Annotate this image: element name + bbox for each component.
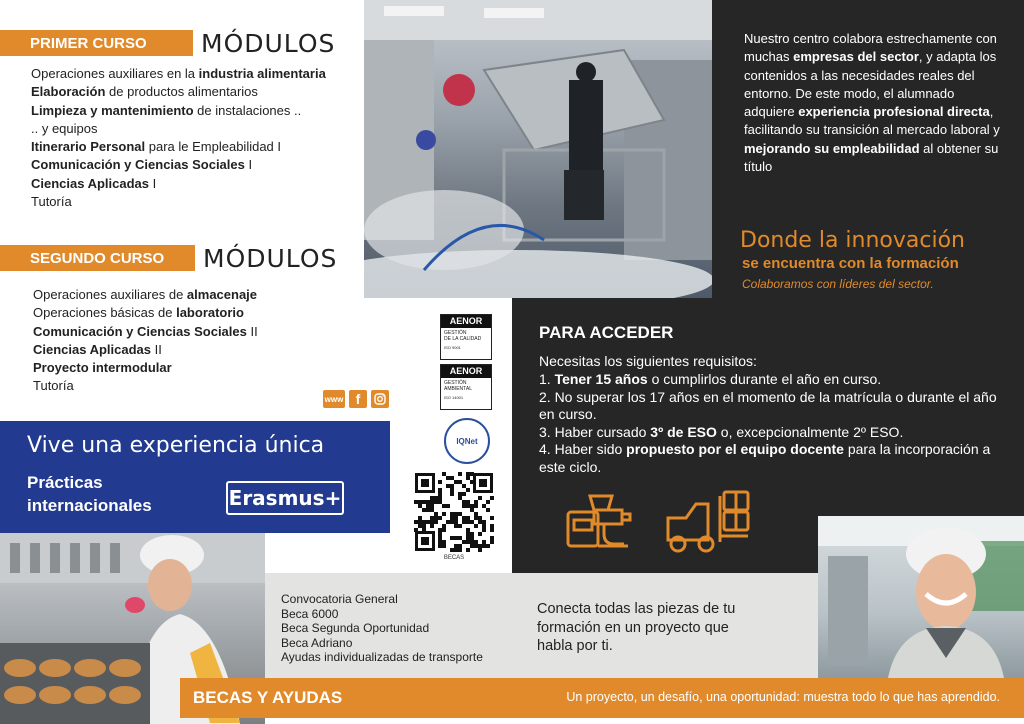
qr-module [470, 532, 474, 536]
module-item [33, 304, 363, 322]
aenor-label: ISO 14001 [444, 395, 464, 400]
module-item-bold: Limpieza y mantenimiento [31, 102, 194, 118]
qr-module [418, 520, 422, 524]
about-text-segment: empresas del sector [793, 49, 919, 65]
grants-bar-text: Un proyecto, un desafío, una oportunidad: muestra todo lo que has aprendido. [566, 690, 1000, 704]
second-year-module-list [33, 286, 363, 396]
qr-module [430, 524, 434, 528]
qr-module [474, 504, 478, 508]
qr-module [490, 496, 494, 500]
qr-module [450, 476, 454, 480]
qr-code[interactable] [413, 471, 495, 553]
qr-module [458, 496, 462, 500]
qr-module [414, 520, 418, 524]
qr-module [482, 540, 486, 544]
qr-module [462, 484, 466, 488]
qr-module [434, 500, 438, 504]
qr-module [458, 492, 462, 496]
module-item [31, 102, 361, 120]
module-item-post: I [244, 157, 253, 173]
requirement-item [539, 371, 1009, 389]
web-icon[interactable]: www [323, 390, 345, 408]
qr-module [462, 520, 466, 524]
meat-grinder-icon [564, 488, 634, 559]
aenor-label: ISO 9001 [444, 345, 461, 350]
module-item [31, 193, 361, 211]
qr-module [442, 544, 446, 548]
erasmus-headline: Vive una experiencia única [27, 433, 325, 458]
qr-module [442, 540, 446, 544]
qr-module [438, 532, 442, 536]
qr-module [486, 508, 490, 512]
first-year-tag: PRIMER CURSO [0, 30, 193, 56]
requirement-segment: 3º de ESO [650, 423, 717, 440]
module-item-post: II [246, 323, 258, 339]
qr-module [466, 532, 470, 536]
module-item-bold: Ciencias Aplicadas [33, 341, 152, 357]
qr-module [438, 480, 442, 484]
qr-module [470, 472, 474, 476]
module-item [31, 156, 361, 174]
about-text-segment: Nuestro centro colabora estrechamente con muchas [744, 31, 997, 65]
about-panel [712, 0, 1024, 298]
qr-module [470, 520, 474, 524]
qr-module [442, 524, 446, 528]
qr-module [478, 520, 482, 524]
second-year-header [0, 245, 337, 271]
qr-module [434, 512, 438, 516]
qr-module [470, 504, 474, 508]
qr-module [458, 536, 462, 540]
qr-module [434, 520, 438, 524]
qr-module [466, 476, 470, 480]
module-item-pre: Operaciones auxiliares en la [31, 66, 199, 81]
qr-module [414, 500, 418, 504]
slogan-line-2: se encuentra con la formación [742, 255, 959, 272]
module-item-post: de productos alimentarios [105, 84, 258, 100]
qr-module [470, 544, 474, 548]
slogan-line-3: Colaboramos con líderes del sector. [742, 277, 934, 291]
module-item-post: de instalaciones .. [193, 102, 302, 118]
qr-module [418, 524, 422, 528]
qr-module [422, 500, 426, 504]
about-text-segment: , facilitando su transición al mercado laboral y [744, 104, 1000, 138]
qr-module [490, 524, 494, 528]
qr-module [418, 516, 422, 520]
qr-module [474, 540, 478, 544]
qr-module [490, 536, 494, 540]
requirement-item [539, 389, 1009, 424]
requirement-segment: 3. Haber cursado [539, 423, 651, 440]
second-year-tag: SEGUNDO CURSO [0, 245, 195, 271]
qr-module [470, 536, 474, 540]
about-text-segment: al obtener su título [744, 140, 999, 175]
qr-module [450, 520, 454, 524]
qr-module [438, 496, 442, 500]
module-item [31, 175, 361, 193]
module-item-pre: Tutoría [33, 378, 74, 394]
qr-module [446, 520, 450, 524]
requirement-item [539, 424, 1009, 442]
qr-module [458, 472, 462, 476]
qr-module [454, 536, 458, 540]
qr-module [490, 516, 494, 520]
qr-module [450, 492, 454, 496]
access-requirements [539, 371, 1009, 476]
aenor-label: DE LA CALIDAD [444, 336, 482, 342]
qr-module [414, 528, 418, 532]
module-item-post: I [149, 175, 157, 191]
qr-module [474, 544, 478, 548]
first-year-module-list [31, 65, 361, 211]
qr-module [454, 480, 458, 484]
qr-module [474, 516, 478, 520]
qr-module [466, 504, 470, 508]
requirement-segment: o cumplirlos durante el año en curso. [647, 371, 882, 387]
qr-module [430, 516, 434, 520]
aenor-brand: AENOR [441, 315, 491, 328]
qr-module [458, 512, 462, 516]
qr-module [470, 508, 474, 512]
qr-module [454, 512, 458, 516]
qr-module [466, 472, 470, 476]
qr-module [434, 516, 438, 520]
qr-module [482, 528, 486, 532]
qr-module [454, 544, 458, 548]
module-item [31, 120, 361, 138]
module-item [33, 341, 363, 359]
erasmus-sub-2: internacionales [27, 496, 152, 515]
qr-module [462, 500, 466, 504]
qr-module [462, 504, 466, 508]
grant-item: Convocatoria General [281, 592, 398, 606]
module-item [33, 377, 363, 395]
qr-module [478, 544, 482, 548]
qr-module [454, 524, 458, 528]
qr-module [430, 504, 434, 508]
qr-module [450, 548, 454, 552]
qr-module [418, 500, 422, 504]
grant-item: Beca 6000 [281, 606, 339, 621]
module-item-bold: Elaboración [31, 84, 106, 100]
qr-module [430, 520, 434, 524]
qr-module [474, 524, 478, 528]
qr-module [438, 500, 442, 504]
qr-module [466, 528, 470, 532]
facebook-icon[interactable]: f [349, 390, 367, 408]
grants-panel [265, 573, 818, 678]
qr-module [478, 532, 482, 536]
requirement-segment: para la incorporación a este ciclo. [539, 441, 991, 475]
qr-module [418, 504, 422, 508]
iqnet-label: IQNet [456, 436, 478, 446]
qr-module [426, 508, 430, 512]
qr-module [450, 512, 454, 516]
module-item [31, 65, 361, 83]
access-title: PARA ACCEDER [539, 323, 674, 342]
module-item-pre: Operaciones básicas de [33, 305, 177, 321]
erasmus-sub-1: Prácticas [27, 473, 103, 492]
module-item-bold: Comunicación y Ciencias Sociales [33, 323, 247, 339]
first-year-modules-title: MÓDULOS [201, 28, 336, 58]
aenor-brand: AENOR [441, 365, 491, 378]
qr-module [438, 528, 442, 532]
aenor-label: GESTIÓN [444, 380, 467, 386]
about-text-segment: , y adapta los contenidos a las necesidades reales del entorno. De este modo, el alumnado adquiere [744, 49, 997, 120]
qr-module [462, 540, 466, 544]
qr-module [454, 520, 458, 524]
forklift-icon [662, 488, 754, 559]
qr-module [462, 516, 466, 520]
module-item-pre: .. y equipos [31, 120, 98, 136]
module-item-bold: Itinerario Personal [31, 139, 146, 155]
qr-module [426, 500, 430, 504]
qr-module [438, 516, 442, 520]
second-year-modules-title: MÓDULOS [203, 243, 338, 273]
module-item-bold: laboratorio [176, 305, 244, 321]
slogan-line-1: Donde la innovación [740, 228, 965, 253]
qr-module [466, 500, 470, 504]
qr-module [458, 524, 462, 528]
qr-module [466, 536, 470, 540]
qr-module [438, 544, 442, 548]
qr-module [474, 512, 478, 516]
factory-cleaning-photo [364, 0, 712, 298]
grant-item: Beca Adriano [281, 635, 353, 650]
qr-module [454, 548, 458, 552]
qr-module [446, 484, 450, 488]
qr-module [442, 528, 446, 532]
qr-module [482, 520, 486, 524]
qr-module [454, 516, 458, 520]
aenor-label: AMBIENTAL [444, 386, 472, 392]
instagram-icon[interactable] [371, 390, 389, 408]
qr-module [422, 520, 426, 524]
qr-module [442, 512, 446, 516]
qr-module [470, 480, 474, 484]
qr-module [442, 472, 446, 476]
module-item [31, 83, 361, 101]
qr-module [438, 492, 442, 496]
qr-module [486, 544, 490, 548]
qr-module [422, 528, 426, 532]
module-item [33, 359, 363, 377]
student-photo [818, 516, 1024, 678]
module-item [33, 286, 363, 304]
grants-pitch: Conecta todas las piezas de tu formación en un proyecto que habla por ti. [537, 601, 736, 654]
requirement-segment: propuesto por el equipo docente [626, 441, 844, 457]
module-item-pre: Tutoría [31, 194, 72, 210]
iqnet-badge [444, 418, 490, 464]
module-item-bold: Ciencias Aplicadas [31, 175, 150, 191]
aenor-environmental-badge [440, 364, 492, 410]
about-text [744, 30, 1008, 176]
qr-module [450, 516, 454, 520]
grant-item: Beca Segunda Oportunidad [281, 621, 430, 636]
qr-module [438, 488, 442, 492]
qr-module [466, 520, 470, 524]
module-item [31, 138, 361, 156]
grants-bar [180, 678, 1024, 718]
qr-module [458, 544, 462, 548]
qr-module [422, 508, 426, 512]
qr-module [462, 492, 466, 496]
qr-module [430, 496, 434, 500]
qr-module [482, 524, 486, 528]
erasmus-logo [226, 481, 344, 515]
qr-module [466, 488, 470, 492]
qr-module [450, 484, 454, 488]
qr-module [474, 500, 478, 504]
access-intro: Necesitas los siguientes requisitos: [539, 353, 757, 369]
erasmus-panel [0, 421, 390, 533]
grants-list [281, 592, 483, 665]
requirement-segment: o, excepcionalmente 2º ESO. [716, 423, 904, 440]
grants-bar-title: BECAS Y AYUDAS [193, 688, 343, 707]
qr-module [426, 520, 430, 524]
qr-module [482, 504, 486, 508]
module-item-post: para le Empleabilidad I [145, 139, 282, 155]
qr-module [490, 528, 494, 532]
requirement-segment: Tener 15 años [554, 371, 648, 387]
about-text-segment: experiencia profesional directa [798, 104, 990, 120]
qr-module [426, 504, 430, 508]
qr-module [466, 540, 470, 544]
module-item [33, 323, 363, 341]
requirement-segment: 2. No superar los 17 años en el momento de la matrícula o durante el año en curso. [539, 388, 997, 422]
qr-module [478, 516, 482, 520]
qr-module [458, 480, 462, 484]
qr-module [430, 508, 434, 512]
qr-module [490, 540, 494, 544]
module-item-post: II [151, 341, 162, 357]
erasmus-logo-text: Erasmus+ [228, 486, 342, 510]
qr-module [438, 536, 442, 540]
qr-module [466, 548, 470, 552]
requirement-item [539, 441, 1009, 476]
qr-module [482, 544, 486, 548]
first-year-header [0, 30, 335, 56]
module-item-bold: Proyecto intermodular [33, 360, 172, 376]
qr-module [478, 496, 482, 500]
qr-module [450, 488, 454, 492]
qr-module [442, 504, 446, 508]
social-icons [323, 390, 389, 408]
qr-module [466, 516, 470, 520]
qr-module [450, 536, 454, 540]
module-item-pre: Operaciones auxiliares de [33, 287, 187, 302]
aenor-quality-badge [440, 314, 492, 360]
qr-module [458, 548, 462, 552]
qr-module [430, 500, 434, 504]
grant-item: Ayudas individualizadas de transporte [281, 650, 483, 665]
qr-module [434, 496, 438, 500]
qr-module [486, 500, 490, 504]
qr-module [446, 504, 450, 508]
qr-module [422, 524, 426, 528]
aenor-label: GESTIÓN [444, 330, 467, 336]
qr-module [446, 476, 450, 480]
requirement-segment: 1. [539, 371, 555, 387]
qr-caption: BECAS [443, 555, 465, 561]
module-item-bold: almacenaje [186, 287, 258, 302]
module-item-bold: Comunicación y Ciencias Sociales [31, 157, 245, 173]
module-item-bold: industria alimentaria [198, 66, 326, 81]
qr-module [478, 548, 482, 552]
qr-module [470, 540, 474, 544]
requirement-segment: 4. Haber sido [539, 441, 627, 457]
about-text-segment: mejorando su empleabilidad [744, 140, 920, 156]
qr-module [438, 540, 442, 544]
